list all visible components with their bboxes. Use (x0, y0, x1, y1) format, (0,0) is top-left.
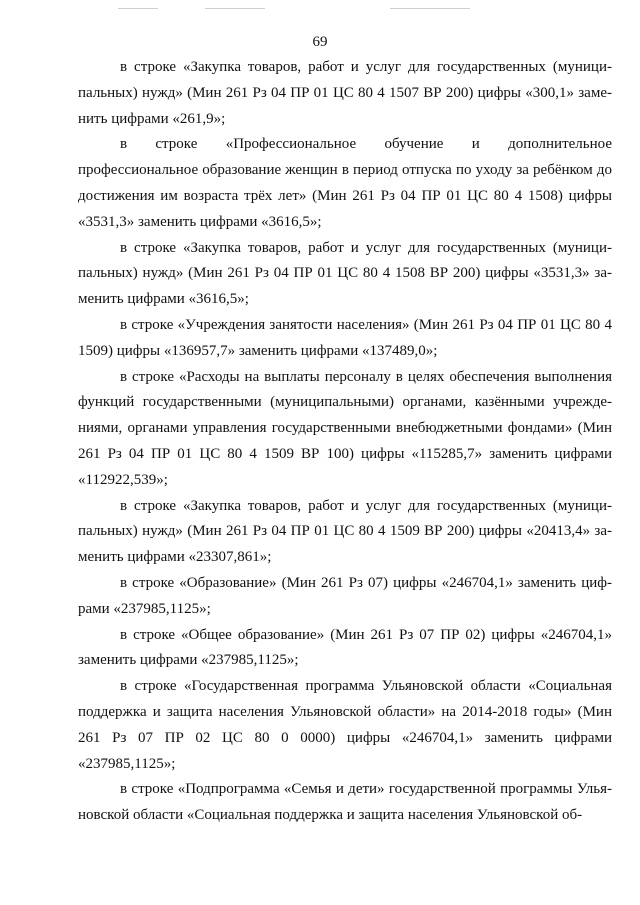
paragraph: в строке «Профессиональное обучение и дополнительное профессиональное образование женщин в период отпуска по уходу за ребёнком до достижения им возраста трёх лет» (Мин 261 Рз 04 ПР 01 ЦС 80 4 1508) цифры «3531,3» заменить цифрами «3616,5»; (78, 136, 612, 230)
paragraph: в строке «Образование» (Мин 261 Рз 07) цифры «246704,1» заменить цифрами «237985,1125»; (78, 574, 612, 617)
document-body (78, 55, 612, 829)
paragraph: в строке «Государственная программа Ульяновской области «Социальная поддержка и защита населения Ульяновской области» на 2014-2018 годы» (Мин 261 Рз 07 ПР 02 ЦС 80 0 0000) цифры «246704,1» заменить цифрами «237985,1125»; (78, 678, 612, 772)
scan-artifact (390, 8, 470, 9)
paragraph: в строке «Закупка товаров, работ и услуг для государственных (муниципальных) нужд» (Мин 261 Рз 04 ПР 01 ЦС 80 4 1508 ВР 200) цифры «3531,3» заменить цифрами «3616,5»; (78, 239, 612, 308)
paragraph: в строке «Закупка товаров, работ и услуг для государственных (муниципальных) нужд» (Мин 261 Рз 04 ПР 01 ЦС 80 4 1509 ВР 200) цифры «20413,4» заменить цифрами «23307,861»; (78, 497, 612, 566)
paragraph: в строке «Общее образование» (Мин 261 Рз 07 ПР 02) цифры «246704,1» заменить цифрами «237985,1125»; (78, 626, 612, 669)
paragraph: в строке «Расходы на выплаты персоналу в целях обеспечения выполнения функций государственными (муниципальными) органами, казёнными учреждениями, органами управления государственными внебюджетными фондами» (Мин 261 Рз 04 ПР 01 ЦС 80 4 1509 ВР 100) цифры «115285,7» заменить цифрами «112922,539»; (78, 368, 612, 488)
paragraph: в строке «Закупка товаров, работ и услуг для государственных (муниципальных) нужд» (Мин 261 Рз 04 ПР 01 ЦС 80 4 1507 ВР 200) цифры «300,1» заменить цифрами «261,9»; (78, 59, 612, 127)
scan-artifact (205, 8, 265, 9)
scan-artifact (118, 8, 158, 9)
paragraph: в строке «Подпрограмма «Семья и дети» государственной программы Ульяновской области «Социальная поддержка и защита населения Ульяновской об- (78, 781, 612, 824)
paragraph: в строке «Учреждения занятости населения» (Мин 261 Рз 04 ПР 01 ЦС 80 4 1509) цифры «136957,7» заменить цифрами «137489,0»; (78, 316, 612, 359)
page-number: 69 (312, 34, 328, 50)
